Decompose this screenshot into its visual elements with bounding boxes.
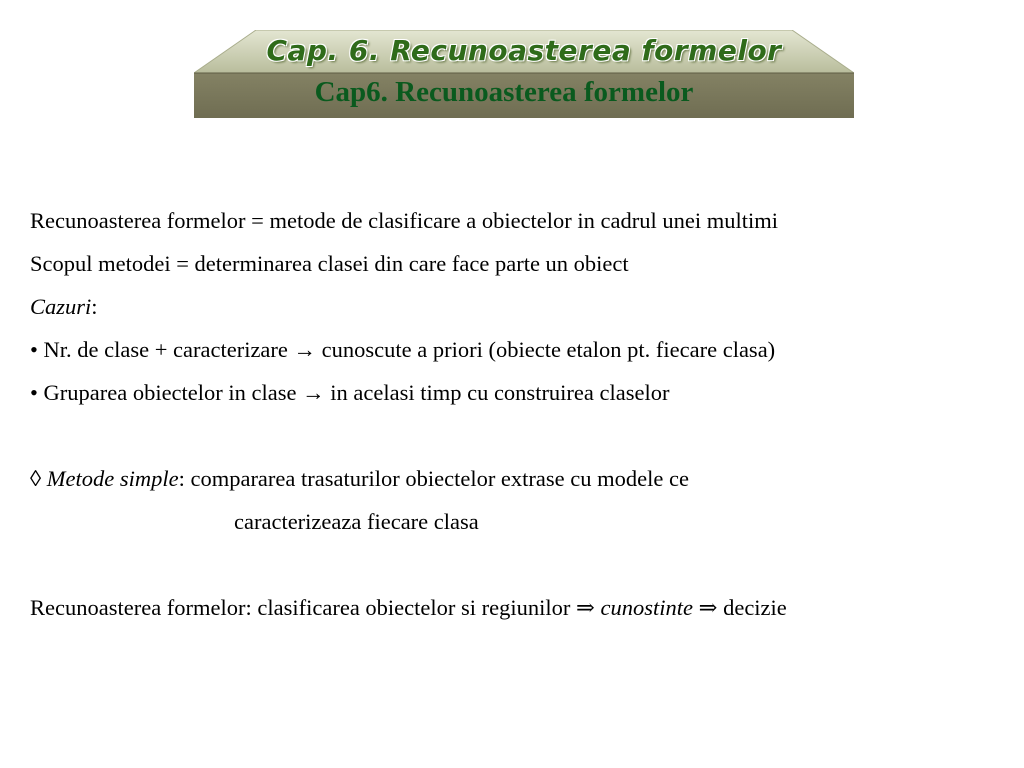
arrow-right-icon: → — [293, 337, 317, 362]
spacer — [30, 414, 1020, 457]
implies-arrow-icon: ⇒ — [698, 595, 718, 620]
simple-methods-text: : compararea trasaturilor obiectelor extrase cu modele ce — [178, 466, 689, 491]
arrow-right-icon: → — [302, 380, 325, 405]
summary-start: Recunoasterea formelor: clasificarea obiectelor si regiunilor — [30, 595, 576, 620]
bullet-1-start: • Nr. de clase + caracterizare — [30, 337, 294, 362]
implies-arrow-icon: ⇒ — [576, 595, 595, 620]
bullet-item-2 — [30, 371, 1020, 414]
bullet-item-1 — [30, 328, 1020, 371]
simple-methods-cont-text: caracterizeaza fiecare clasa — [234, 509, 479, 534]
banner-main-title: Cap6. Recunoasterea formelor — [314, 76, 694, 108]
cases-colon: : — [91, 294, 98, 319]
simple-methods-label: Metode simple — [46, 466, 179, 491]
summary-end: decizie — [717, 595, 787, 620]
purpose-line — [30, 242, 1020, 285]
title-banner — [194, 30, 854, 118]
purpose-text: Scopul metodei = determinarea clasei din care face parte un obiect — [30, 251, 629, 276]
slide-content — [30, 199, 1020, 629]
cases-heading — [30, 285, 1020, 328]
diamond-icon: ◊ — [30, 466, 47, 491]
summary-line — [30, 586, 1020, 629]
bullet-2-end: in acelasi timp cu construirea claselor — [324, 380, 670, 405]
banner-top-title: Cap. 6. Recunoasterea formelor — [266, 34, 782, 67]
definition-line — [30, 199, 1020, 242]
simple-methods-line — [30, 457, 1020, 500]
spacer — [30, 543, 1020, 586]
bullet-2-start: • Gruparea obiectelor in clase — [30, 380, 303, 405]
cases-label: Cazuri — [30, 294, 92, 319]
bullet-1-end: cunoscute a priori (obiecte etalon pt. fiecare clasa) — [316, 337, 776, 362]
knowledge-term: cunostinte — [600, 595, 693, 620]
simple-methods-continuation — [30, 500, 1020, 543]
definition-text: Recunoasterea formelor = metode de clasificare a obiectelor in cadrul unei multimi — [30, 208, 779, 233]
